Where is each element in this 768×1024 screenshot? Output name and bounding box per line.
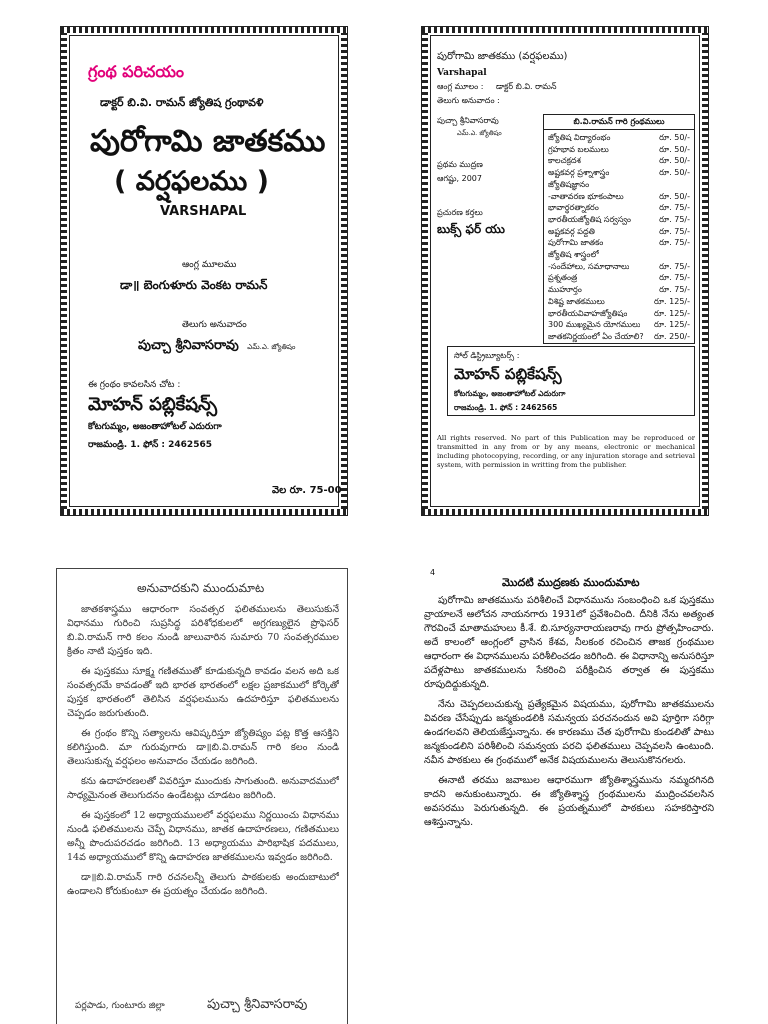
cover-title-en: VARSHAPAL xyxy=(160,204,247,219)
book-row xyxy=(548,167,690,179)
cover-translator-degree: ఎమ్.ఎ. జ్యోతిషం xyxy=(247,343,296,351)
paragraph: జాతకశాస్త్రము ఆధారంగా సంవత్సర ఫలితములను తెలుసుకునే విధానము గురించి సుప్రసిద్ధ పరిశోధకులలో అగ్రగణ్యులైన ప్రొఫెసర్ బి.వి.రామన్ గారి కలం నుండి జాలువారిన సుమారు 70 సంవత్సరముల క్రితం నాటి పుస్తకం ఇది. xyxy=(67,604,339,657)
book-row xyxy=(548,237,690,249)
book-price: రూ. 50/- xyxy=(659,191,690,201)
book-row xyxy=(548,249,690,261)
preface-place: పర్లపాడు, గుంటూరు జిల్లా xyxy=(75,1001,165,1011)
paragraph: ఈ గ్రంథం కొన్ని సత్యాలను ఆవిష్కరిస్తూ జ్యోతిష్యం పట్ల కొత్త ఆసక్తిని కలిగిస్తుంది. మా గురువుగారు డా॥బి.వి.రామన్ గారి కలం నుండి తెలుసుకున్న వర్షఫలం అనువాదం చేయడం జరిగింది. xyxy=(67,728,339,767)
books-heading: బి.వి.రామన్ గారి గ్రంథములు xyxy=(544,115,694,130)
cover-inner xyxy=(69,35,342,507)
preface-body xyxy=(67,603,339,983)
imprint-original-value: డాక్టర్ బి.వి. రామన్ xyxy=(495,82,557,91)
preface-page xyxy=(56,568,348,1024)
paragraph: ఈ పుస్తకము సూక్ష్మ గణితముతో కూడుకున్నది కావడం వలన అది ఒక సంవత్సరమే కావడంతో ఇది భారత భారతంలో లక్షల ప్రజాకములో కోర్కెతో పుస్తక భారతంలో తెలిసిన వర్షఫలమును ఉదహరిస్తూ ఫలితములను చెప్పడం జరుగుతుంది. xyxy=(67,666,339,719)
cover-translation-label: తెలుగు అనువాదం xyxy=(182,320,247,330)
books-box xyxy=(543,114,695,344)
cover-intro-label: గ్రంథ పరిచయం xyxy=(88,62,185,81)
distributor-label: సోల్ డిస్ట్రిబ్యూటర్స్ : xyxy=(454,351,520,360)
book-price: రూ. 125/- xyxy=(653,320,690,330)
book-name: అష్టకవర్గ పద్ధతి xyxy=(548,226,595,236)
book-name: కాలచక్రదశ xyxy=(548,156,581,166)
cover-address: కోటగుమ్మం, అజంతాహోటల్ ఎదురుగా xyxy=(88,422,222,432)
book-price: రూ. 75/- xyxy=(659,261,690,271)
book-price: రూ. 75/- xyxy=(659,203,690,213)
book-price: రూ. 75/- xyxy=(659,214,690,224)
book-row xyxy=(548,155,690,167)
imprint-printer-logo: బుక్స్ ఫర్ యు xyxy=(437,222,505,236)
book-row xyxy=(548,179,690,191)
paragraph: డా॥బి.వి.రామన్ గారి రచనలన్నీ తెలుగు పాఠకులకు అందుబాటులో ఉండాలని కోరుకుంటూ ఈ ప్రయత్నం చేయడం జరిగింది. xyxy=(67,872,339,897)
distributor-phone: రాజమండ్రి. 1. ఫోన్ : 2462565 xyxy=(454,403,558,412)
imprint-inner xyxy=(430,35,700,507)
cover-translator-name: పుచ్చా శ్రీనివాసరావు xyxy=(138,338,239,353)
paragraph: కను ఉదాహరణలతో వివరిస్తూ ముందుకు సాగుతుంది. అనువాదములో సాధ్యమైనంత తెలుగుదనం ఉండేటట్లు చూడటం జరిగింది. xyxy=(67,776,339,801)
cover-publisher: మోహన్ పబ్లికేషన్స్ xyxy=(88,394,218,415)
book-price: రూ. 50/- xyxy=(659,133,690,142)
book-price: రూ. 125/- xyxy=(653,296,690,306)
book-row xyxy=(548,191,690,203)
book-row xyxy=(548,296,690,308)
paragraph: ఈ పుస్తకంలో 12 అధ్యాయములలో వర్షఫలము నిర్ణయించు విధానము నుండి ఫలితములను చెప్పే విధానము, జాతక ఉదాహరణలు, గణితములు అన్నీ పొందుపరచడం జరిగింది. 13 అధ్యాయము పారిభాషిక పదములు, 14వ అధ్యాయములో కొన్ని ఉదాహరణ జాతకములను ఇవ్వడం జరిగింది. xyxy=(67,810,339,863)
paragraph: ఈనాటి తరము జవాబుల ఆధారముగా జ్యోతిశ్శాస్త్రమును నమ్మదగినది కాదని అనుకుంటున్నారు. ఈ జ్యోతిశ్శాస్త్ర గ్రంథములను ముద్రించవలసిన అవసరము పెరుగుతున్నది. ఈ ప్రయత్నములో పాఠకులు సహకరిస్తారని ఆశిస్తున్నాను. xyxy=(424,775,714,828)
book-row xyxy=(548,144,690,156)
imprint-edition-date: ఆగష్టు, 2007 xyxy=(437,174,482,183)
cover-phone: రాజమండ్రి. 1. ఫోన్ : 2462565 xyxy=(88,440,212,450)
book-name: 300 ముఖ్యమైన యోగములు xyxy=(548,320,641,330)
foreword-heading: మొదటి ముద్రణకు ముందుమాట xyxy=(502,576,640,589)
cover-page xyxy=(60,26,348,516)
imprint-original xyxy=(437,82,556,93)
book-name: -వాతావరణ భూకంపాలు xyxy=(548,191,624,201)
book-row xyxy=(548,202,690,214)
foreword-body xyxy=(424,594,714,1024)
book-name: జాతకనిర్ణయంలో ఏం చేయాలి? xyxy=(548,331,644,341)
preface-heading: అనువాదకుని ముందుమాట xyxy=(137,581,265,595)
book-name: భారతీయవివాహజ్యోతిషం xyxy=(548,308,628,318)
imprint-heading: పురోగామి జాతకము (వర్షఫలము) xyxy=(437,51,568,62)
imprint-translation-label: తెలుగు అనువాదం : xyxy=(437,96,500,105)
book-name: జ్యోతిష శాస్త్రంలో xyxy=(548,250,599,260)
book-price: రూ. 50/- xyxy=(659,144,690,154)
book-price: రూ. 50/- xyxy=(659,168,690,178)
cover-title: పురోగామి జాతకము xyxy=(90,124,326,159)
book-price: రూ. 75/- xyxy=(659,273,690,283)
book-name: భావార్థరత్నాకరం xyxy=(548,203,599,213)
book-price: రూ. 75/- xyxy=(659,285,690,295)
book-name: పురోగామి జాతకం xyxy=(548,238,604,248)
book-row xyxy=(548,319,690,331)
imprint-original-label: ఆంగ్ల మూలం : xyxy=(437,82,484,91)
book-name: ముహూర్తం xyxy=(548,285,582,295)
book-name: అష్టకవర్గ ప్రశ్నాశాస్త్రం xyxy=(548,168,610,178)
imprint-translator-degree: ఎమ్.ఎ. జ్యోతిషం xyxy=(457,129,502,137)
book-row xyxy=(548,284,690,296)
book-name: -సందేహాలు, సమాధానాలు xyxy=(548,261,630,271)
book-price: రూ. 50/- xyxy=(659,156,690,166)
distributor-box xyxy=(447,346,695,416)
book-name: జ్యోతిషజ్ఞానం xyxy=(548,179,590,189)
cover-series: డాక్టర్ బి.వి. రామన్ జ్యోతిష గ్రంథావళి xyxy=(100,96,264,109)
imprint-page xyxy=(421,26,709,516)
paragraph: పురోగామి జాతకమును పరిశీలించే విధానమును సంబంధించి ఒక పుస్తకము వ్రాయాలనే ఆలోచన నాయనగారు 1931లో ప్రవేశించింది. దీనికి నేను అత్యంత గౌరవించే మాతామహులు కీ.శే. బి.సూర్యనారాయణరావు గారు ప్రోత్సహించారు. అదే కాలంలో ఆంగ్లంలో వ్రాసిన కేశవ, నీలకంఠ రచించిన తాజక గ్రంథముల ఆధారంగా ఈ విధానములను పరిశీలించడం జరిగింది. ఈ విధానాన్ని అనుసరిస్తూ పదేళ్లపాటు జాతకములను సేకరించి పరీక్షించిన తర్వాత ఈ పుస్తకము రూపుదిద్దుకున్నది. xyxy=(424,595,714,690)
cover-original-label: ఆంగ్ల మూలము xyxy=(182,260,237,270)
book-price: రూ. 75/- xyxy=(659,238,690,248)
distributor-address: కోటగుమ్మం, అజంతాహోటల్ ఎదురుగా xyxy=(454,389,566,398)
cover-price: వెల రూ. 75-00 xyxy=(272,485,342,496)
book-row xyxy=(548,132,690,144)
book-price: రూ. 250/- xyxy=(653,331,690,341)
books-list xyxy=(548,132,690,343)
foreword-page xyxy=(420,568,720,1024)
imprint-translator: పుచ్చా శ్రీనివాసరావు xyxy=(437,116,499,125)
book-row xyxy=(548,261,690,273)
book-price: రూ. 75/- xyxy=(659,226,690,236)
book-name: భారతీయజ్యోతిష సర్వస్వం xyxy=(548,214,631,224)
book-price: రూ. 125/- xyxy=(653,308,690,318)
book-row xyxy=(548,214,690,226)
book-name: ప్రశ్నతంత్ర xyxy=(548,273,578,283)
cover-author: డా॥ బెంగుళూరు వెంకట రామన్ xyxy=(120,278,268,292)
distributor-publisher: మోహన్ పబ్లికేషన్స్ xyxy=(454,365,562,383)
paragraph: నేను చెప్పదలుచుకున్న ప్రత్యేకమైన విషయము, పురోగామి జాతకములను వివరణ చేసేప్పుడు జన్మకుండలికి సమన్వయ పరచనందున అవి పూర్తిగా సరిగ్గా ఉండగలవని తెలియజేస్తున్నాను. ఈ కారణము చేత పురోగామి కుండలితో పాటు జన్మకుండలిని పరిశీలించి సమన్వయ పరచి ఫలితములు చెప్పవలసి ఉంటుంది. నవీన పాఠకులు ఈ గ్రంథములో అనేక విషయములను తెలుసుకొనగలరు. xyxy=(424,699,714,766)
imprint-printer-label: ప్రచురణ కర్తలు xyxy=(437,208,483,217)
foreword-page-number: 4 xyxy=(430,568,436,577)
rights-text: All rights reserved. No part of this Publication may be reproduced or transmitted in any from or by any means, electronic or mechanical including photocopying, recording, or any injuration storage and setrieval system, with permission in writting from the publisher. xyxy=(437,434,695,469)
preface-signature: పుచ్చా శ్రీనివాసరావు xyxy=(207,997,308,1012)
book-row xyxy=(548,308,690,320)
book-name: జ్యోతిష విద్యారంభం xyxy=(548,133,611,142)
cover-translator xyxy=(138,338,295,356)
book-name: విశిష్ట జాతకములు xyxy=(548,296,605,306)
book-row xyxy=(548,272,690,284)
book-row xyxy=(548,331,690,343)
imprint-title-en: Varshapal xyxy=(437,68,487,78)
book-name: గ్రహభావ బలములు xyxy=(548,144,609,154)
cover-subtitle: ( వర్షఫలము ) xyxy=(114,166,269,197)
cover-availability-label: ఈ గ్రంథం కావలసిన చోట : xyxy=(88,380,181,390)
book-row xyxy=(548,226,690,238)
imprint-edition-label: ప్రథమ ముద్రణ xyxy=(437,160,483,169)
